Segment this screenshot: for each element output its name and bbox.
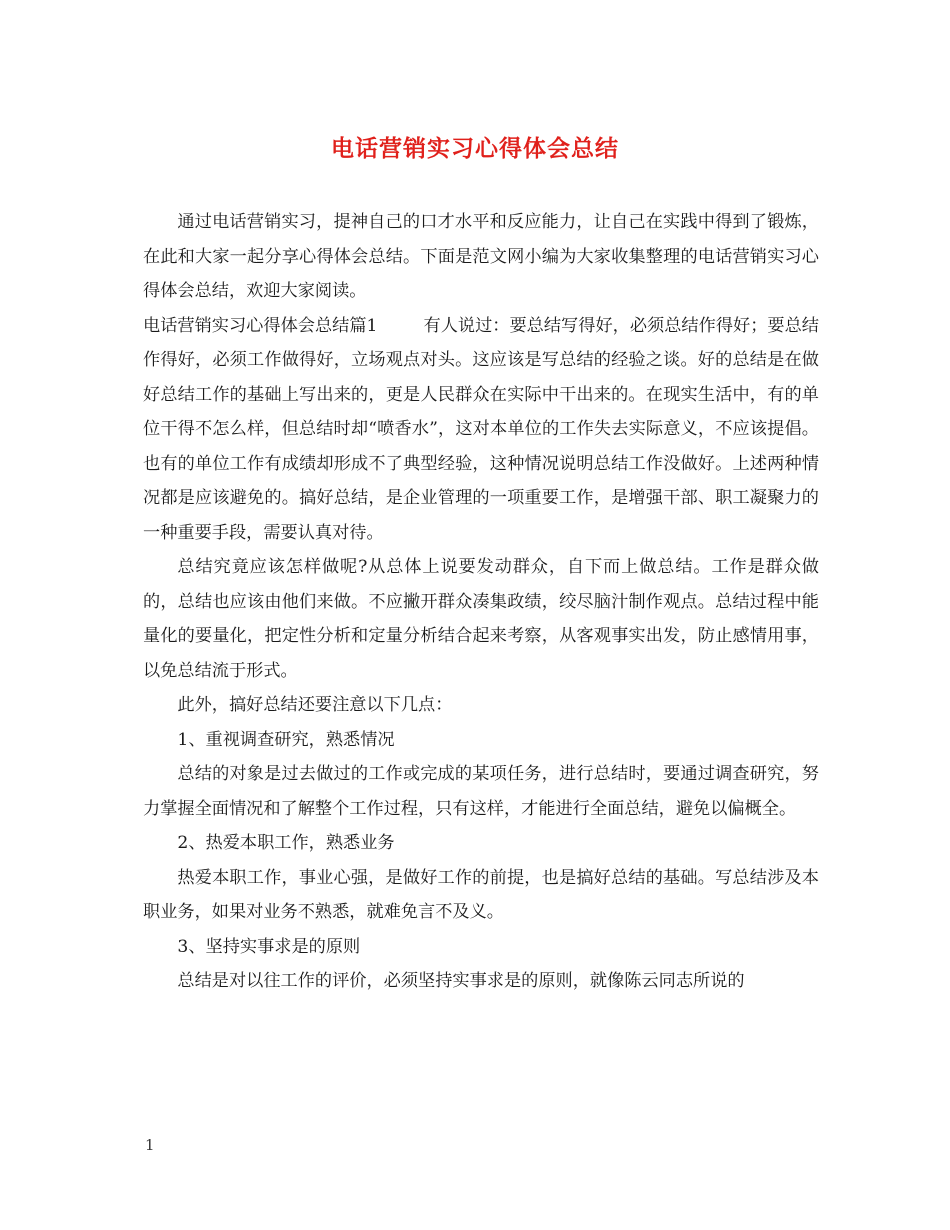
body-paragraph: 此外，搞好总结还要注意以下几点： [177,695,453,715]
list-heading: 3、坚持实事求是的原则 [177,936,361,957]
intro-paragraph: 通过电话营销实习，提神自己的口才水平和反应能力，让自己在实践中得到了锻炼，在此和大家一起分享心得体会总结。下面是范文网小编为大家收集整理的电话营销实习心得体会总结，欢迎大家阅读。 [143,212,819,301]
list-heading: 2、热爱本职工作，熟悉业务 [177,833,395,853]
paragraph-text: 有人说过：要总结写得好，必须总结作得好；要总结作得好，必须工作做得好，立场观点对头。这应该是写总结的经验之谈。好的总结是在做好总结工作的基础上写出来的，更是人民群众在实际中干出来的。在现实生活中，有的单位干得不怎么样，但总结时却“喷香水”，这对本单位的工作失去实际意义，不应该提倡。也有的单位工作有成绩却形成不了典型经验，这种情况说明总结工作没做好。上述两种情况都是应该避免的。搞好总结，是企业管理的一项重要工作，是增强干部、职工凝聚力的一种重要手段，需要认真对待。 [143,315,819,543]
body-paragraph: 热爱本职工作，事业心强，是做好工作的前提，也是搞好总结的基础。写总结涉及本职业务，如果对业务不熟悉，就难免言不及义。 [143,867,819,922]
body-paragraph: 总结究竟应该怎样做呢?从总体上说要发动群众，自下而上做总结。工作是群众做的，总结也应该由他们来做。不应撇开群众凑集政绩，绞尽脑汁制作观点。总结过程中能量化的要量化，把定性分析和定量分析结合起来考察，从客观事实出发，防止感情用事，以免总结流于形式。 [143,557,819,681]
body-paragraph: 总结的对象是过去做过的工作或完成的某项任务，进行总结时，要通过调查研究，努力掌握全面情况和了解整个工作过程，只有这样，才能进行全面总结，避免以偏概全。 [143,764,819,819]
section-heading: 电话营销实习心得体会总结篇1 [143,315,378,336]
list-heading: 1、重视调查研究，熟悉情况 [177,729,395,750]
body-paragraph: 总结是对以往工作的评价，必须坚持实事求是的原则，就像陈云同志所说的 [177,971,745,991]
page-number: 1 [145,1136,155,1154]
document-body [143,205,819,999]
document-title: 电话营销实习心得体会总结 [331,135,619,162]
section-paragraph [143,309,819,551]
